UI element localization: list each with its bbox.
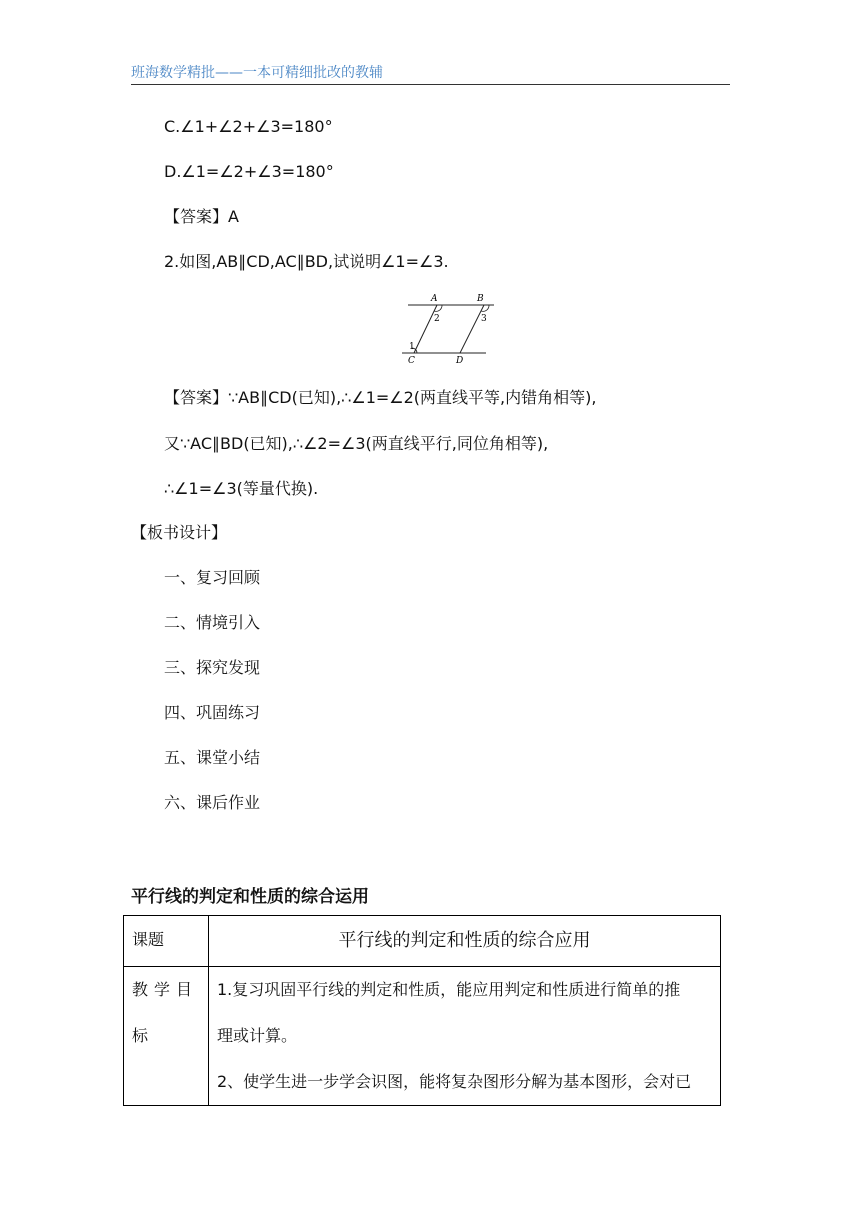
board-item: 一、复习回顾 (164, 568, 261, 587)
goals-text (209, 967, 721, 1106)
answer-2-line-2: 又∵AC∥BD(已知),∴∠2=∠3(两直线平行,同位角相等), (164, 434, 549, 453)
option-d: D.∠1=∠2+∠3=180° (164, 162, 334, 181)
label-2: 2 (434, 314, 440, 324)
goals-label (124, 967, 209, 1106)
goal-1-line-2: 理或计算。 (217, 1026, 298, 1045)
goal-1-line-1: 1.复习巩固平行线的判定和性质，能应用判定和性质进行简单的推 (217, 980, 681, 999)
label-a: A (431, 294, 438, 304)
goal-2: 2、使学生进一步学会识图，能将复杂图形分解为基本图形，会对已 (217, 1072, 692, 1091)
board-design-title: 【板书设计】 (131, 523, 228, 542)
topic-value: 平行线的判定和性质的综合应用 (209, 916, 721, 967)
board-item: 三、探究发现 (164, 658, 261, 677)
label-c: C (408, 356, 415, 366)
label-b: B (477, 294, 484, 304)
board-item: 六、课后作业 (164, 793, 261, 812)
table-row (124, 967, 721, 1106)
label-d: D (456, 356, 464, 366)
header-text: 班海数学精批——一本可精细批改的教辅 (131, 65, 383, 81)
lesson-plan-table (123, 915, 721, 1106)
board-item: 二、情境引入 (164, 613, 261, 632)
question-2: 2.如图,AB∥CD,AC∥BD,试说明∠1=∠3. (164, 252, 449, 271)
page-header (131, 62, 730, 85)
table-row (124, 916, 721, 967)
board-item: 四、巩固练习 (164, 703, 261, 722)
answer-2-line-3: ∴∠1=∠3(等量代换). (164, 479, 319, 498)
goals-label-line-1: 教学目 (132, 980, 199, 999)
label-1: 1 (409, 342, 415, 352)
answer-1: 【答案】A (164, 207, 239, 226)
line-bd (460, 305, 484, 353)
board-item: 五、课堂小结 (164, 748, 261, 767)
label-3: 3 (481, 314, 487, 324)
topic-label: 课题 (124, 916, 209, 967)
parallel-lines-figure (400, 290, 500, 366)
section-title: 平行线的判定和性质的综合运用 (131, 887, 369, 907)
answer-2-line-1: 【答案】∵AB∥CD(已知),∴∠1=∠2(两直线平等,内错角相等), (164, 388, 597, 407)
line-ac (414, 305, 437, 353)
goals-label-line-2: 标 (132, 1026, 155, 1045)
option-c: C.∠1+∠2+∠3=180° (164, 117, 333, 136)
